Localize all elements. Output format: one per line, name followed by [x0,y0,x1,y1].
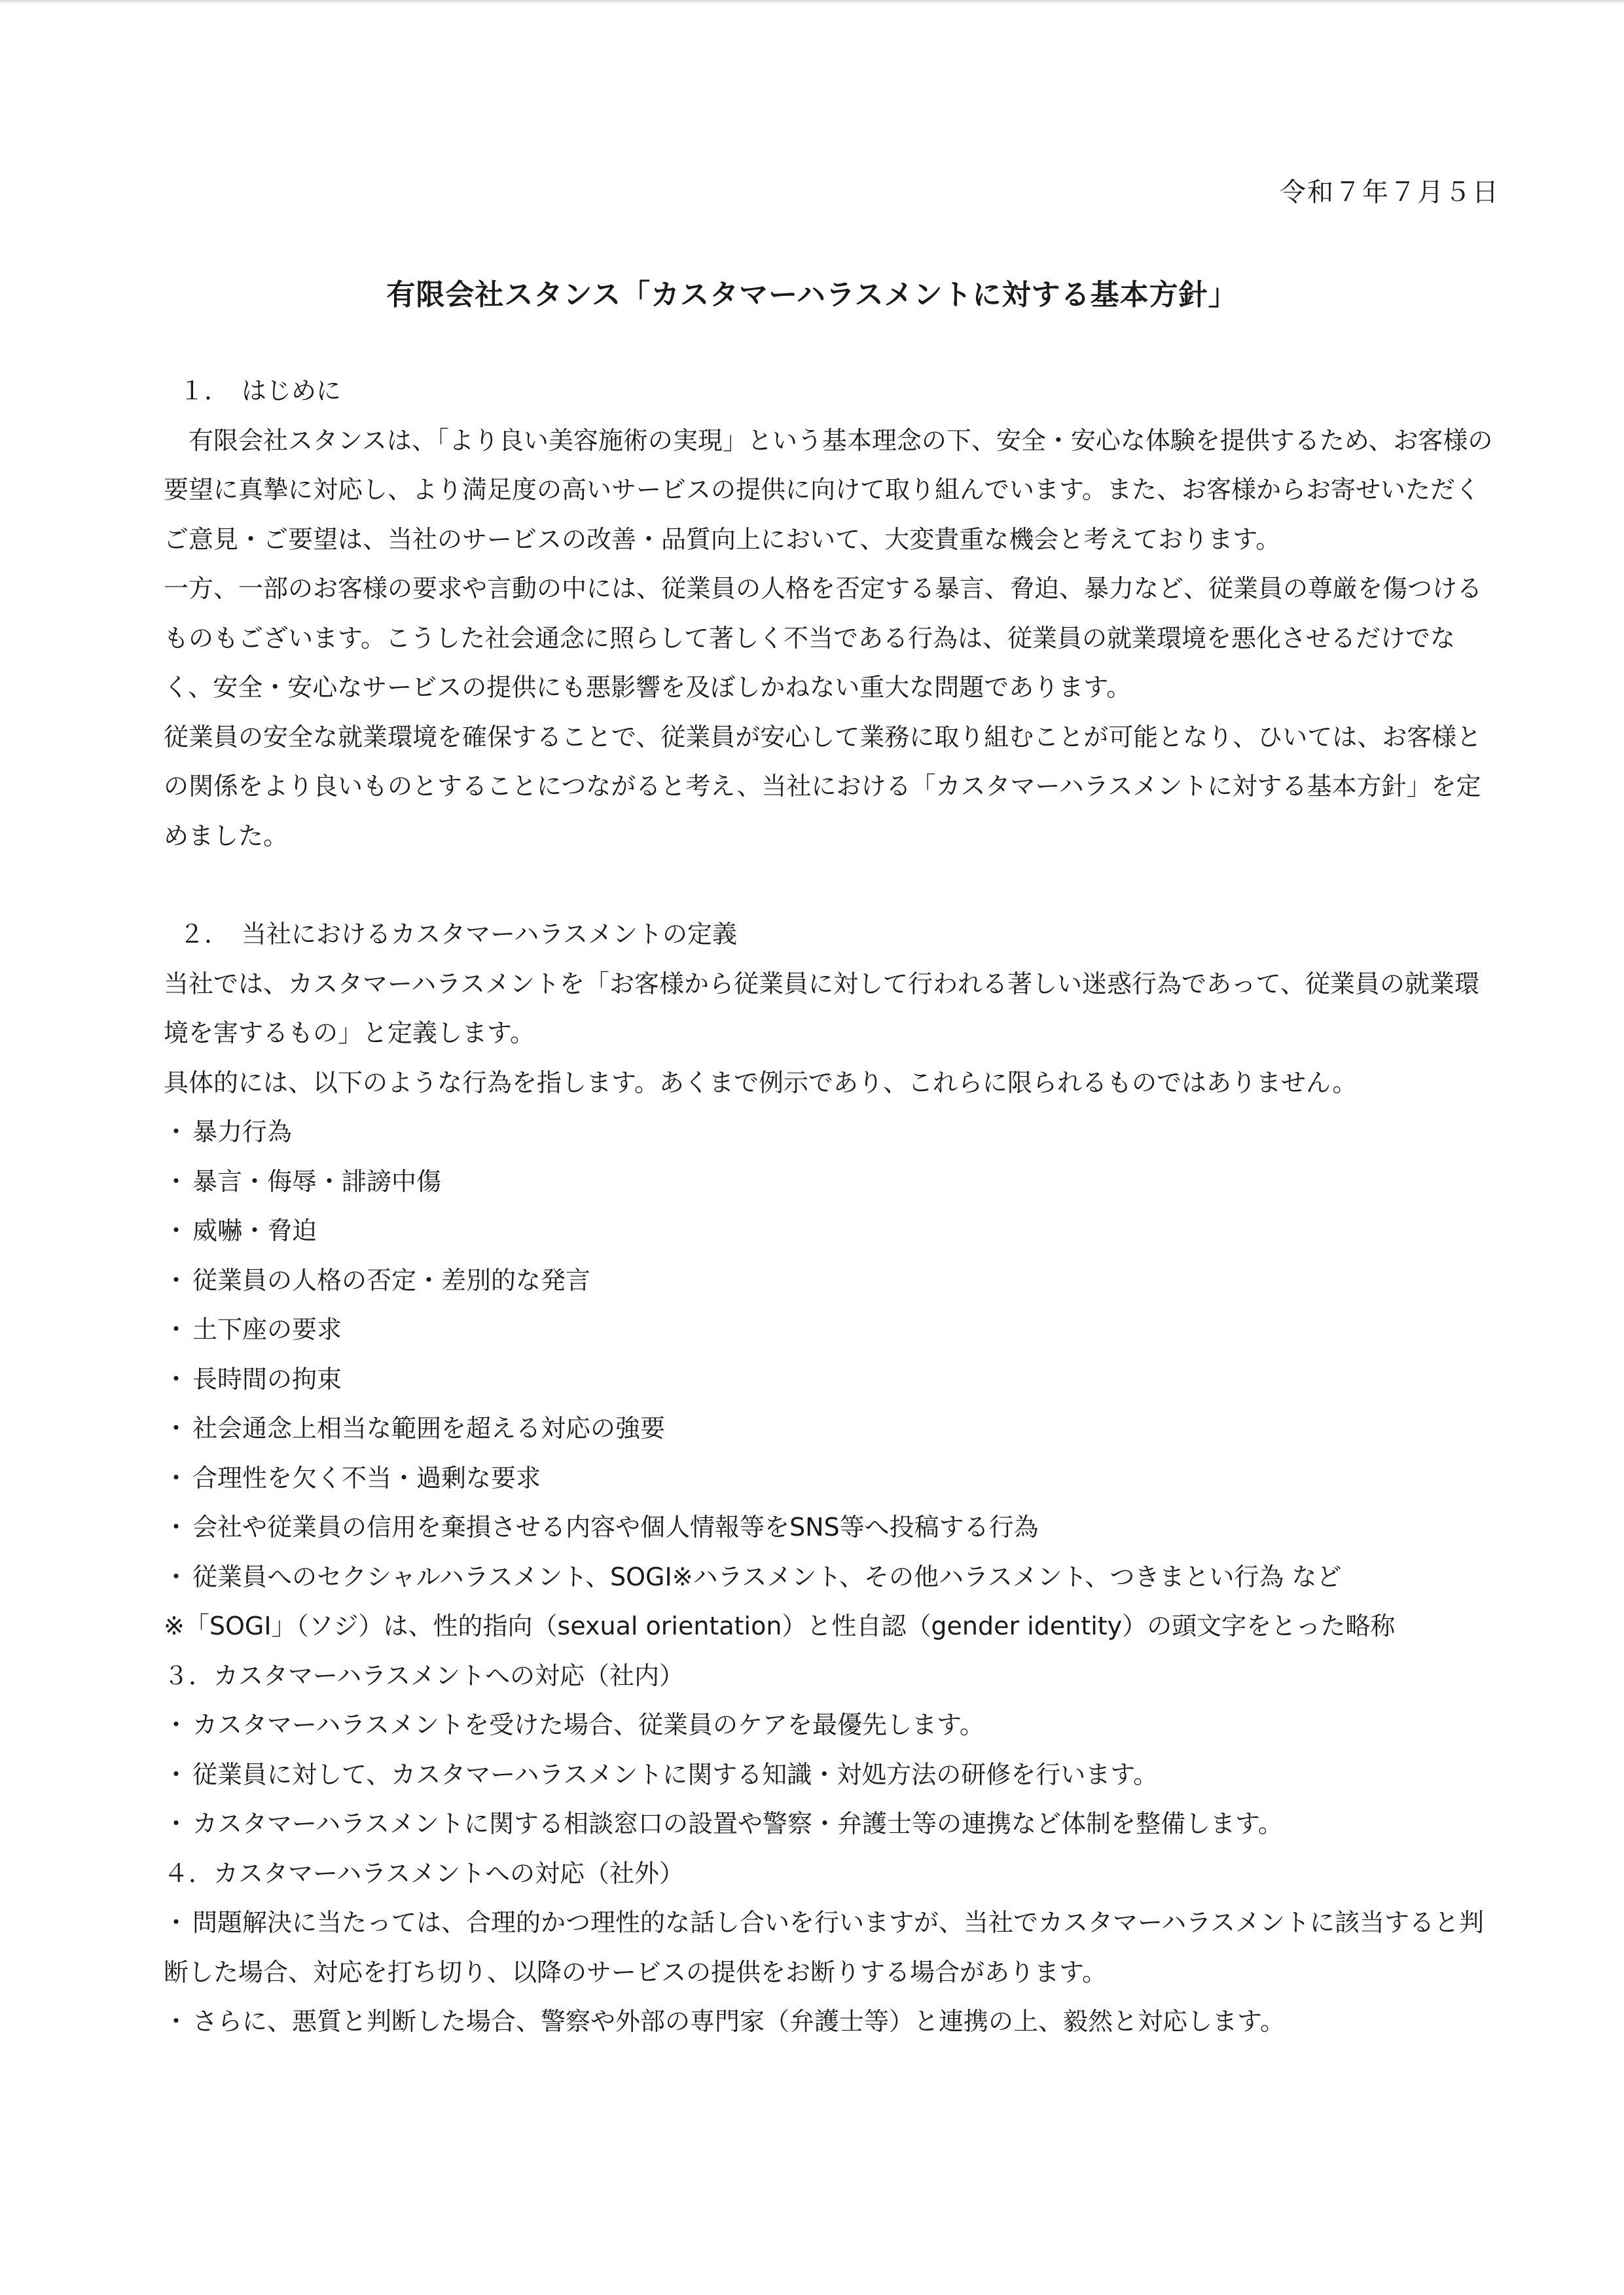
list-item-text: 従業員の人格の否定・差別的な発言 [192,1265,591,1295]
bullet-mark: ・ [164,2007,189,2036]
list-item-text: 合理性を欠く不当・過剰な要求 [192,1463,541,1492]
section-4-bullet-list [164,1898,1499,2047]
section-2-heading: ２． 当社におけるカスタマーハラスメントの定義 [179,920,737,949]
bullet-mark: ・ [164,1710,189,1739]
bullet-mark: ・ [164,1908,189,1937]
section-1-heading: １． はじめに [179,376,342,405]
section-2-paragraph: 当社では、カスタマーハラスメントを「お客様から従業員に対して行われる著しい迷惑行為であって、従業員の就業環境を害するもの」と定義します。 [164,969,1479,1047]
bullet-mark: ・ [164,1463,189,1492]
sogi-note: ※「SOGI」（ソジ）は、性的指向（sexual orientation）と性自認（gender identity）の頭文字をとった略称 [164,1612,1396,1640]
list-item-text: 暴言・侮辱・誹謗中傷 [192,1166,442,1196]
section-2-paragraph: 具体的には、以下のような行為を指します。あくまで例示であり、これらに限られるものではありません。 [164,1068,1358,1097]
document-title: 有限会社スタンス「カスタマーハラスメントに対する基本方針」 [386,278,1238,312]
bullet-mark: ・ [164,1809,189,1838]
list-item [164,1898,1499,1997]
bullet-mark: ・ [164,1562,189,1591]
bullet-mark: ・ [164,1414,189,1443]
list-item-text: 社会通念上相当な範囲を超える対応の強要 [192,1414,666,1443]
list-item-text: 従業員へのセクシャルハラスメント、SOGI※ハラスメント、その他ハラスメント、つきまとい行為 など [192,1562,1342,1591]
list-item-text: 従業員に対して、カスタマーハラスメントに関する知識・対処方法の研修を行います。 [192,1760,1159,1789]
bullet-mark: ・ [164,1364,189,1394]
section-1-paragraph: 一方、一部のお客様の要求や言動の中には、従業員の人格を否定する暴言、脅迫、暴力など、従業員の尊厳を傷つけるものもございます。こうした社会通念に照らして著しく不当である行為は、従業員の就業環境を悪化させるだけでなく、安全・安心なサービスの提供にも悪影響を及ぼしかねない重大な問題であります。 [164,574,1483,702]
section-spacer [164,861,1499,910]
bullet-mark: ・ [164,1166,189,1196]
bullet-mark: ・ [164,1315,189,1344]
bullet-mark: ・ [164,1265,189,1295]
document-date: 令和７年７月５日 [1280,177,1500,208]
list-item [164,1206,1499,1256]
section-3-bullet-list [164,1701,1499,1849]
bullet-mark: ・ [164,1117,189,1146]
list-item-text: 土下座の要求 [192,1315,342,1344]
list-item [164,1256,1499,1306]
list-item-text: 威嚇・脅迫 [192,1216,317,1245]
list-item-text: さらに、悪質と判断した場合、警察や外部の専門家（弁護士等）と連携の上、毅然と対応します。 [192,2007,1285,2036]
section-3-heading: ３．カスタマーハラスメントへの対応（社内） [164,1661,684,1690]
scan-edge [0,0,1624,4]
list-item-text: 問題解決に当たっては、合理的かつ理性的な話し合いを行いますが、当社でカスタマーハラスメントに該当すると判断した場合、対応を打ち切り、以降のサービスの提供をお断りする場合があります。 [164,1908,1484,1987]
list-item-text: 会社や従業員の信用を棄損させる内容や個人情報等をSNS等へ投稿する行為 [192,1513,1039,1542]
bullet-mark: ・ [164,1513,189,1542]
bullet-mark: ・ [164,1216,189,1245]
list-item [164,1108,1499,1157]
list-item [164,1799,1499,1849]
list-item-text: 長時間の拘束 [192,1364,342,1394]
section-1-paragraph: 従業員の安全な就業環境を確保することで、従業員が安心して業務に取り組むことが可能となり、ひいては、お客様との関係をより良いものとすることにつながると考え、当社における「カスタマーハラスメントに対する基本方針」を定めました。 [164,722,1482,850]
list-item [164,1553,1499,1602]
list-item-text: カスタマーハラスメントを受けた場合、従業員のケアを最優先します。 [192,1710,984,1739]
list-item [164,1355,1499,1405]
list-item-text: カスタマーハラスメントに関する相談窓口の設置や警察・弁護士等の連携など体制を整備します。 [192,1809,1283,1838]
list-item-text: 暴力行為 [192,1117,293,1146]
list-item [164,1305,1499,1355]
section-1-paragraph: 有限会社スタンスは、「より良い美容施術の実現」という基本理念の下、安全・安心な体験を提供するため、お客様の要望に真摯に対応し、より満足度の高いサービスの提供に向けて取り組んでいます。また、お客様からお寄せいただくご意見・ご要望は、当社のサービスの改善・品質向上において、大変貴重な機会と考えております。 [164,425,1493,554]
section-4-heading: ４．カスタマーハラスメントへの対応（社外） [164,1858,684,1888]
bullet-mark: ・ [164,1760,189,1789]
list-item [164,1503,1499,1553]
section-2-bullet-list [164,1108,1499,1602]
list-item [164,1701,1499,1750]
document-body [164,367,1499,2047]
list-item [164,1997,1499,2047]
list-item [164,1454,1499,1504]
list-item [164,1157,1499,1207]
list-item [164,1404,1499,1454]
list-item [164,1750,1499,1800]
